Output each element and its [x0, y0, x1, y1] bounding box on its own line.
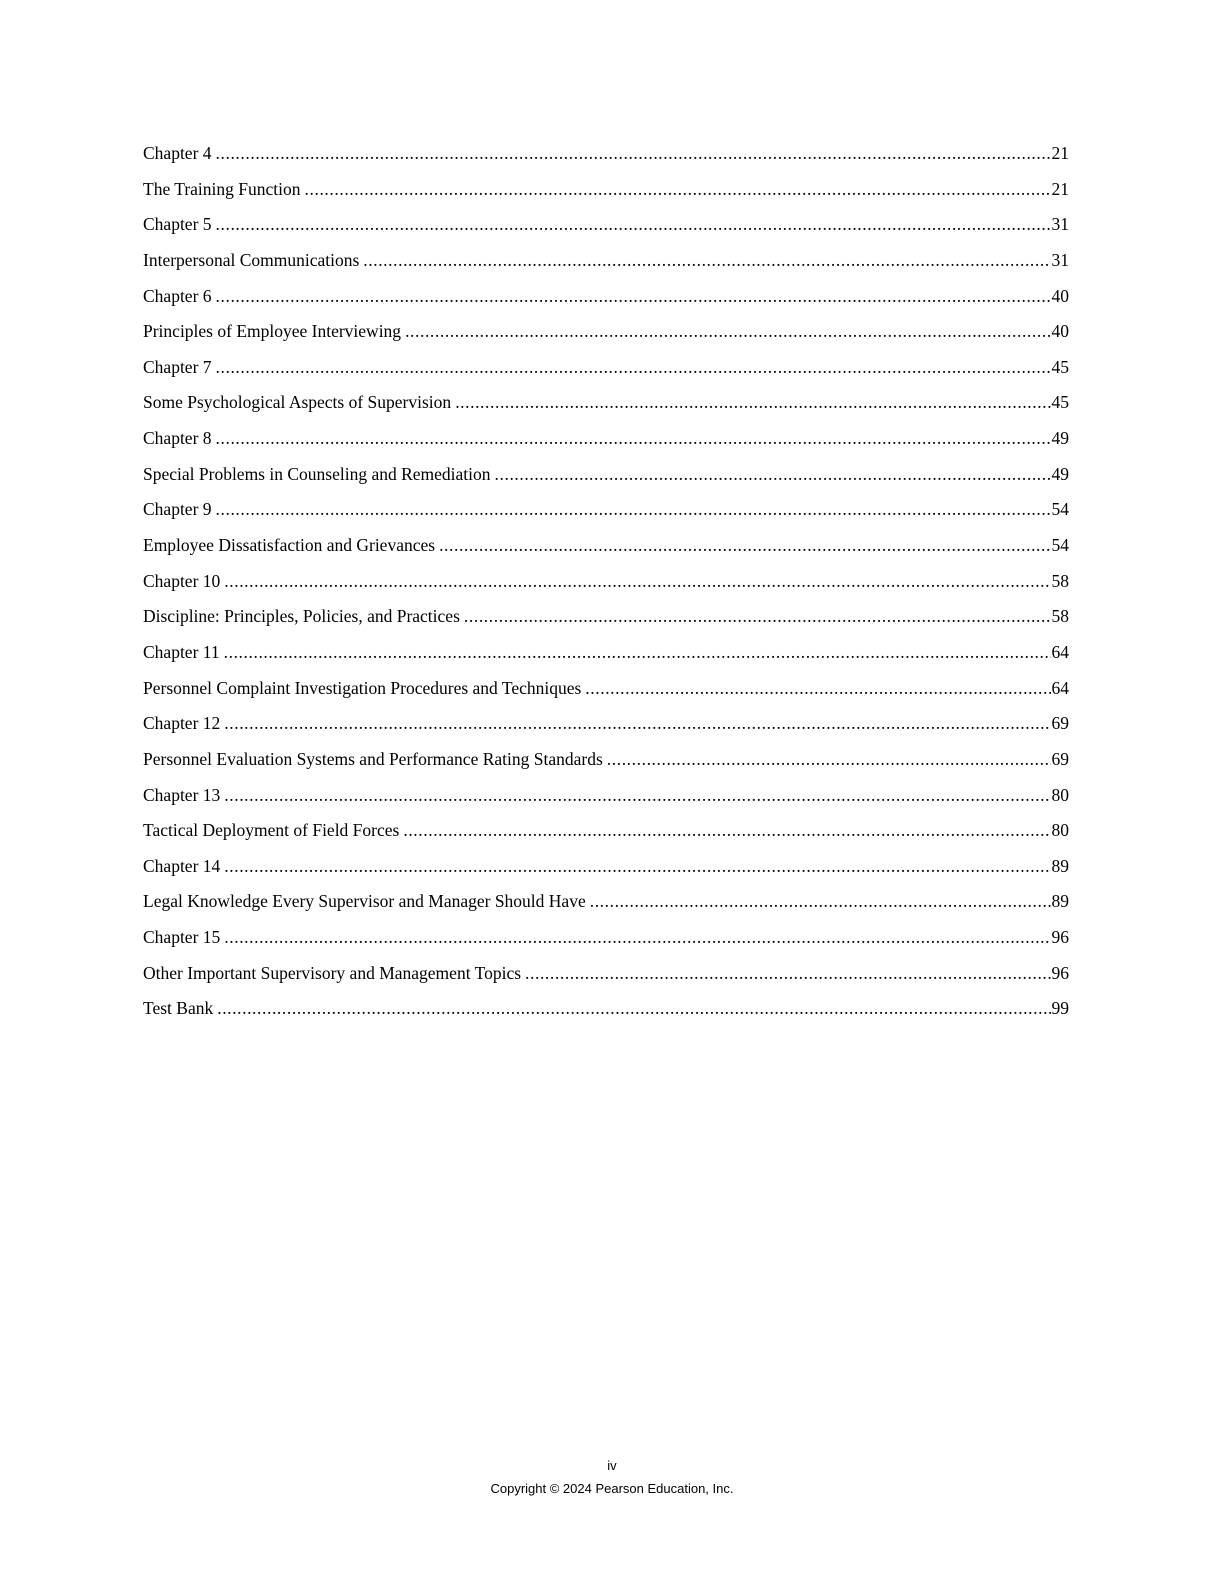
toc-entry-page: 49 — [1051, 463, 1069, 484]
toc-entry-title: Some Psychological Aspects of Supervision — [143, 392, 452, 413]
toc-entry-title: Tactical Deployment of Field Forces — [143, 820, 400, 841]
toc-entry-page: 45 — [1051, 356, 1069, 377]
toc-entry-page: 40 — [1051, 285, 1069, 306]
toc-dot-leader — [224, 782, 1050, 808]
toc-dot-leader — [590, 888, 1051, 914]
toc-entry-page: 96 — [1051, 962, 1069, 983]
toc-entry-title: Chapter 11 — [143, 641, 220, 662]
toc-dot-leader — [216, 283, 1051, 309]
toc-entry-page: 49 — [1051, 428, 1069, 449]
toc-dot-leader — [403, 817, 1050, 843]
toc-entry[interactable] — [143, 639, 1069, 675]
toc-entry-title: Personnel Complaint Investigation Procedures and Techniques — [143, 677, 582, 698]
toc-entry[interactable] — [143, 568, 1069, 604]
footer-page-number: iv — [607, 1458, 617, 1473]
toc-entry-title: Chapter 8 — [143, 428, 212, 449]
toc-entry-page: 45 — [1051, 392, 1069, 413]
footer-copyright: Copyright © 2024 Pearson Education, Inc. — [490, 1481, 734, 1496]
toc-entry[interactable] — [143, 782, 1069, 818]
toc-entry[interactable] — [143, 995, 1069, 1031]
toc-entry-page: 80 — [1051, 820, 1069, 841]
toc-entry[interactable] — [143, 425, 1069, 461]
toc-dot-leader — [439, 532, 1050, 558]
table-of-contents — [143, 140, 1069, 1031]
toc-entry[interactable] — [143, 817, 1069, 853]
toc-entry-page: 89 — [1051, 855, 1069, 876]
toc-entry[interactable] — [143, 461, 1069, 497]
toc-dot-leader — [224, 924, 1050, 950]
toc-entry-page: 80 — [1051, 784, 1069, 805]
toc-entry-title: Chapter 14 — [143, 855, 221, 876]
toc-entry-title: Chapter 13 — [143, 784, 221, 805]
toc-dot-leader — [216, 211, 1051, 237]
toc-dot-leader — [585, 675, 1050, 701]
toc-entry-page: 64 — [1051, 641, 1069, 662]
toc-dot-leader — [224, 853, 1050, 879]
toc-entry-page: 99 — [1051, 998, 1069, 1019]
toc-entry-page: 69 — [1051, 713, 1069, 734]
toc-entry-page: 31 — [1051, 249, 1069, 270]
toc-entry-page: 58 — [1051, 606, 1069, 627]
toc-entry[interactable] — [143, 746, 1069, 782]
toc-entry-title: Other Important Supervisory and Management Topics — [143, 962, 522, 983]
toc-entry[interactable] — [143, 710, 1069, 746]
toc-entry-title: Chapter 12 — [143, 713, 221, 734]
toc-entry-title: Interpersonal Communications — [143, 249, 360, 270]
toc-dot-leader — [216, 496, 1051, 522]
toc-entry-page: 31 — [1051, 214, 1069, 235]
toc-entry-title: Special Problems in Counseling and Remediation — [143, 463, 491, 484]
toc-entry-title: Chapter 15 — [143, 927, 221, 948]
toc-entry-title: Legal Knowledge Every Supervisor and Manager Should Have — [143, 891, 586, 912]
toc-entry-page: 69 — [1051, 748, 1069, 769]
toc-dot-leader — [607, 746, 1051, 772]
toc-entry[interactable] — [143, 247, 1069, 283]
toc-entry-title: Chapter 10 — [143, 570, 221, 591]
toc-entry-title: Chapter 5 — [143, 214, 212, 235]
toc-dot-leader — [216, 425, 1051, 451]
toc-dot-leader — [464, 603, 1051, 629]
toc-entry[interactable] — [143, 318, 1069, 354]
toc-entry-title: Chapter 6 — [143, 285, 212, 306]
toc-entry[interactable] — [143, 853, 1069, 889]
toc-entry[interactable] — [143, 603, 1069, 639]
toc-entry[interactable] — [143, 176, 1069, 212]
toc-dot-leader — [216, 354, 1051, 380]
toc-entry[interactable] — [143, 496, 1069, 532]
toc-entry[interactable] — [143, 888, 1069, 924]
toc-entry[interactable] — [143, 924, 1069, 960]
toc-entry-page: 21 — [1051, 178, 1069, 199]
toc-dot-leader — [455, 389, 1050, 415]
toc-dot-leader — [363, 247, 1050, 273]
toc-entry-title: Principles of Employee Interviewing — [143, 321, 402, 342]
toc-entry[interactable] — [143, 675, 1069, 711]
toc-entry-page: 54 — [1051, 499, 1069, 520]
toc-dot-leader — [224, 710, 1050, 736]
toc-dot-leader — [217, 995, 1050, 1021]
toc-entry[interactable] — [143, 354, 1069, 390]
toc-entry-title: Chapter 7 — [143, 356, 212, 377]
toc-entry[interactable] — [143, 140, 1069, 176]
toc-dot-leader — [525, 960, 1050, 986]
toc-dot-leader — [495, 461, 1051, 487]
toc-entry[interactable] — [143, 283, 1069, 319]
toc-entry[interactable] — [143, 389, 1069, 425]
toc-entry[interactable] — [143, 532, 1069, 568]
toc-entry[interactable] — [143, 960, 1069, 996]
toc-dot-leader — [216, 140, 1051, 166]
toc-entry-title: Discipline: Principles, Policies, and Practices — [143, 606, 460, 627]
toc-entry-page: 21 — [1051, 143, 1069, 163]
toc-entry-title: Chapter 9 — [143, 499, 212, 520]
toc-entry-title: Employee Dissatisfaction and Grievances — [143, 535, 436, 556]
toc-dot-leader — [224, 639, 1051, 665]
toc-entry-page: 40 — [1051, 321, 1069, 342]
toc-entry-page: 96 — [1051, 927, 1069, 948]
toc-entry-page: 58 — [1051, 570, 1069, 591]
toc-entry-title: The Training Function — [143, 178, 301, 199]
toc-entry[interactable] — [143, 211, 1069, 247]
toc-entry-title: Chapter 4 — [143, 143, 212, 163]
toc-entry-page: 64 — [1051, 677, 1069, 698]
toc-entry-page: 89 — [1051, 891, 1069, 912]
toc-entry-title: Personnel Evaluation Systems and Performance Rating Standards — [143, 748, 603, 769]
toc-dot-leader — [224, 568, 1050, 594]
toc-dot-leader — [405, 318, 1050, 344]
toc-dot-leader — [305, 176, 1051, 202]
toc-entry-page: 54 — [1051, 535, 1069, 556]
toc-entry-title: Test Bank — [143, 998, 214, 1019]
